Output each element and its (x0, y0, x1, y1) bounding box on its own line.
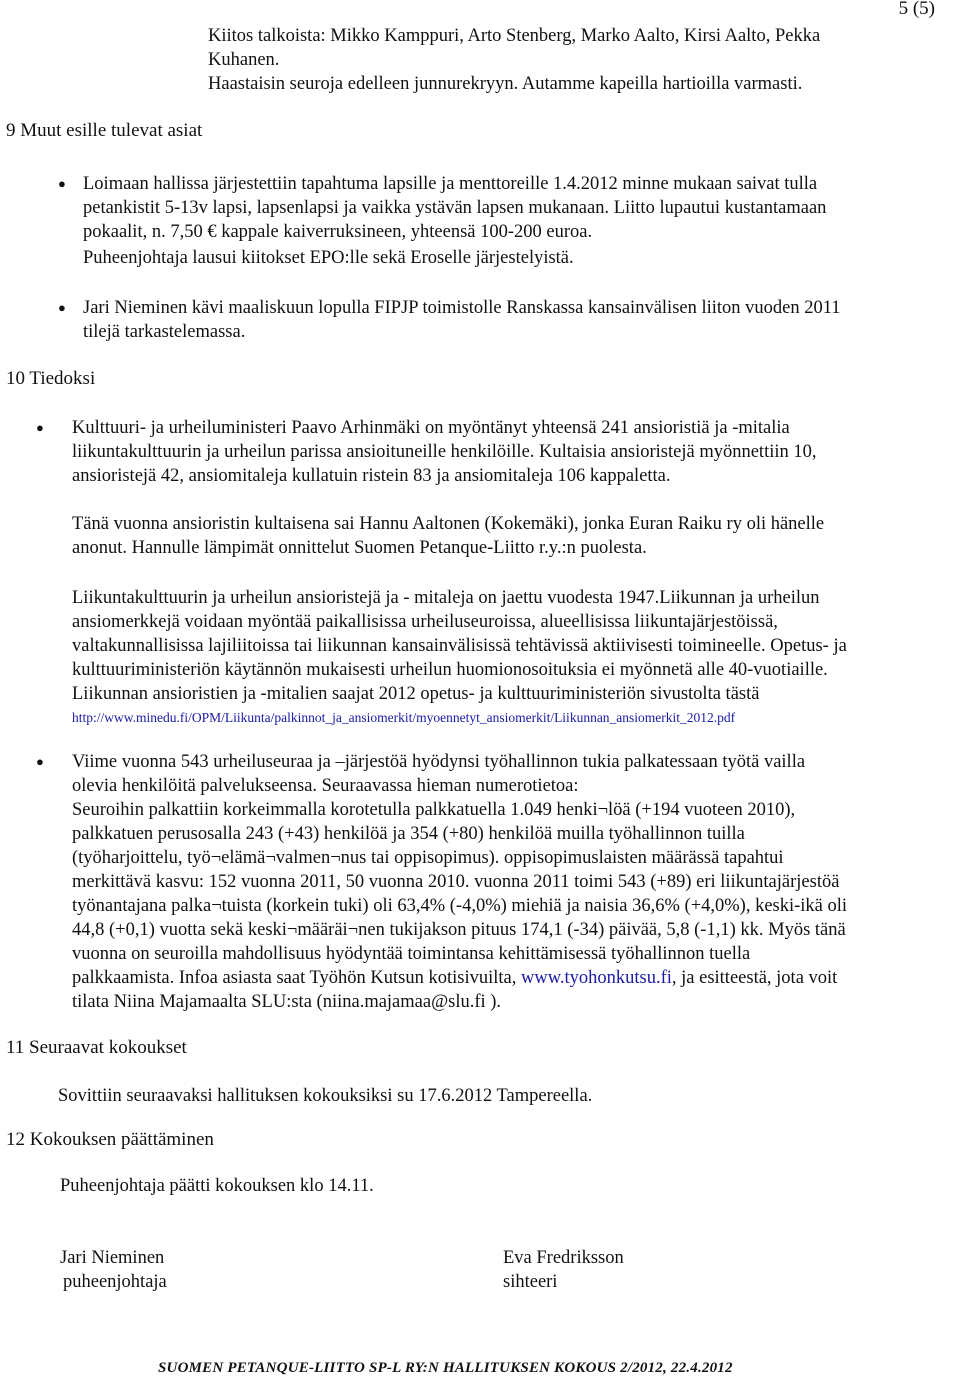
bullet-icon: ● (58, 300, 66, 315)
section-10-bullet-2-line: 44,8 (+0,1) vuotta sekä keski¬määräi¬nen tukijakson pituus 174,1 (-34) päivää, 5,8 (-1,1) kk. Myös tänä (72, 920, 846, 940)
minedu-link[interactable]: http://www.minedu.fi/OPM/Liikunta/palkinnot_ja_ansiomerkit/myoennetyt_ansiomerkit/Liikunnan_ansiomerkit_2012.pdf (72, 710, 736, 725)
section-11-text: Sovittiin seuraavaksi hallituksen kokouksiksi su 17.6.2012 Tampereella. (58, 1086, 593, 1106)
tyohonkutsu-link[interactable]: www.tyohonkutsu.fi (520, 968, 672, 988)
signature-role: sihteeri (503, 1272, 558, 1292)
section-12-text: Puheenjohtaja päätti kokouksen klo 14.11. (60, 1176, 374, 1196)
signature-name: Jari Nieminen (60, 1248, 165, 1268)
bullet-icon: ● (36, 754, 44, 769)
intro-line: Haastaisin seuroja edelleen junnurekryyn. Autamme kapeilla hartioilla varmasti. (208, 74, 803, 94)
section-10-paragraph-line: Liikuntakulttuurin ja urheilun ansioristejä ja - mitaleja on jaettu vuodesta 1947.Liikunnan ja urheilun (72, 588, 820, 608)
intro-line: Kiitos talkoista: Mikko Kamppuri, Arto Stenberg, Marko Aalto, Kirsi Aalto, Pekka (208, 26, 821, 46)
section-10-bullet-2-line: Viime vuonna 543 urheiluseuraa ja –järjestöä hyödynsi työhallinnon tukia palkatessaan työtä vailla (72, 752, 806, 772)
section-10-bullet-2-line (72, 966, 837, 990)
infoa-text-pre: palkkaamista. Infoa asiasta saat Työhön Kutsun kotisivuilta, (72, 968, 521, 988)
section-12-title: 12 Kokouksen päättäminen (6, 1129, 214, 1150)
section-9-title: 9 Muut esille tulevat asiat (6, 120, 203, 141)
page-number: 5 (5) (898, 0, 935, 19)
section-10-title: 10 Tiedoksi (6, 368, 96, 389)
section-10-paragraph-line: valtakunnallisissa lajiliitoissa tai liikunnan kansainvälisissä tehtävissä aktiivisesti toimineelle. Opetus- ja (72, 636, 847, 656)
section-10-bullet-1-line: liikuntakulttuurin ja urheilun parissa ansioituneille henkilöille. Kultaisia ansioristejä myönnettiin 10, (72, 442, 817, 462)
infoa-text-post: , ja esitteestä, jota voit (671, 968, 838, 988)
section-10-paragraph-line: ansiomerkkejä voidaan myöntää paikallisissa urheiluseuroissa, alueellisissa liikuntajärjestöissä, (72, 612, 778, 632)
intro-line: Kuhanen. (208, 50, 280, 70)
section-10-bullet-2-line: olevia henkilöitä palvelukseensa. Seuraavassa hieman numerotietoa: (72, 776, 579, 796)
section-10-paragraph-line: anonut. Hannulle lämpimät onnittelut Suomen Petanque-Liitto r.y.:n puolesta. (72, 538, 647, 558)
bullet-icon: ● (58, 176, 66, 191)
section-9-bullet-1-line: Loimaan hallissa järjestettiin tapahtuma lapsille ja menttoreille 1.4.2012 minne mukaan saivat tulla (83, 174, 818, 194)
section-10-bullet-2-line: työnantajana palka¬tuista (korkein tuki) oli 63,4% (-4,0%) miehiä ja naisia 36,6% (+4,0%), keski-ikä oli (72, 896, 848, 916)
section-10-bullet-2-line: merkittävä kasvu: 152 vuonna 2011, 50 vuonna 2010. vuonna 2011 toimi 543 (+89) eri liikuntajärjestöä (72, 872, 840, 892)
section-9-bullet-1-line: pokaalit, n. 7,50 € kappale kaiverruksineen, yhteensä 100-200 euroa. (83, 222, 593, 242)
section-10-bullet-2-line: (työharjoittelu, työ¬elämä¬valmen¬nus tai oppisopimus). oppisopimuslaisten määrässä tapahtui (72, 848, 784, 868)
section-9-bullet-1-line: petankistit 5-13v lapsi, lapsenlapsi ja vaikka ystävän lapsen mukanaan. Liitto lupautui kustantamaan (83, 198, 827, 218)
section-10-bullet-2-line: tilata Niina Majamaalta SLU:sta (niina.majamaa@slu.fi ). (72, 992, 502, 1012)
section-10-paragraph-line: Tänä vuonna ansioristin kultaisena sai Hannu Aaltonen (Kokemäki), jonka Euran Raiku ry oli hänelle (72, 514, 825, 534)
section-10-paragraph-line: kulttuuriministeriön käytännön mukaisesti urheilun huomionosoituksia ei myönnetä alle 40-vuotiaille. (72, 660, 828, 680)
section-10-bullet-1-line: Kulttuuri- ja urheiluministeri Paavo Arhinmäki on myöntänyt yhteensä 241 ansioristiä ja -mitalia (72, 418, 790, 438)
signature-name: Eva Fredriksson (503, 1248, 624, 1268)
section-9-bullet-1-line: Puheenjohtaja lausui kiitokset EPO:lle sekä Eroselle järjestelyistä. (83, 248, 574, 268)
section-10-bullet-2-line: Seuroihin palkattiin korkeimmalla korotetulla palkkatuella 1.049 henki¬löä (+194 vuoteen 2010), (72, 800, 796, 820)
section-9-bullet-2-line: tilejä tarkastelemassa. (83, 322, 246, 342)
section-10-paragraph-line: Liikunnan ansioristien ja -mitalien saajat 2012 opetus- ja kulttuuriministeriön sivustolta tästä (72, 684, 760, 704)
signature-role: puheenjohtaja (63, 1272, 167, 1292)
section-11-title: 11 Seuraavat kokoukset (6, 1037, 187, 1058)
section-10-bullet-1-line: ansioristejä 42, ansiomitaleja kullatuin ristein 83 ja ansiomitaleja 106 kappaletta. (72, 466, 671, 486)
section-10-bullet-2-line: palkkatuen perusosalla 243 (+43) henkilöä ja 354 (+80) henkilöä muilla työhallinnon tuilla (72, 824, 745, 844)
section-10-bullet-2-line: vuonna on seuroilla mahdollisuus hyödyntää toimintansa kehittämisessä työhallinnon tuella (72, 944, 751, 964)
page-footer: SUOMEN PETANQUE-LIITTO SP-L RY:N HALLITUKSEN KOKOUS 2/2012, 22.4.2012 (158, 1360, 733, 1376)
section-9-bullet-2-line: Jari Nieminen kävi maaliskuun lopulla FIPJP toimistolle Ranskassa kansainvälisen liiton vuoden 2011 (83, 298, 841, 318)
bullet-icon: ● (36, 420, 44, 435)
